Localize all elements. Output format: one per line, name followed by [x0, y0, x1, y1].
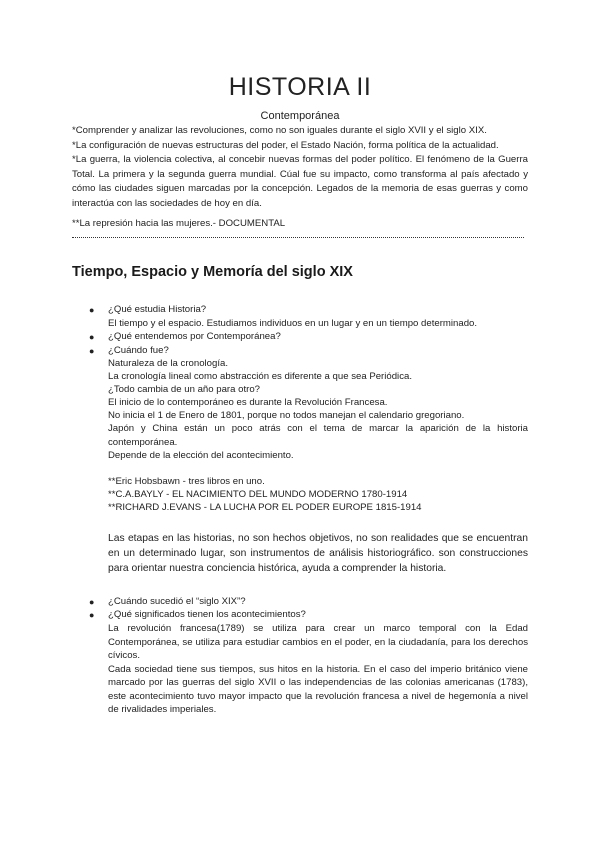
intro-line: *La guerra, la violencia colectiva, al concebir nuevas formas del poder político. El fenómeno de la Guerra Total. La primera y la segunda guerra mundial. Cúal fue su impacto, como transforma al país afectado y cómo las ciudades siguen marcadas por la concepción. Legados de la memoria de esas guerras y como interactúa con las sociedades de hoy en día.: [72, 154, 528, 209]
answer-revolucion-francesa: [108, 622, 528, 717]
page-subtitle: Contemporánea: [260, 110, 340, 122]
question-what-studies: ¿Qué estudia Historia?: [108, 304, 207, 315]
question-cuando-fue: ¿Cuándo fue?: [108, 345, 169, 356]
documental-note: **La represión hacia las mujeres.- DOCUMENTAL: [72, 218, 286, 229]
question-siglo-xix: ¿Cuándo sucedió el “siglo XIX”?: [108, 596, 246, 607]
answer-japon-china: [108, 422, 528, 449]
question-significados: ¿Qué significados tienen los acontecimientos?: [108, 609, 306, 620]
bullet-icon: ●: [89, 346, 95, 356]
bullet-icon: ●: [89, 305, 95, 315]
answer-line: El tiempo y el espacio. Estudiamos individuos en un lugar y en un tiempo determinado.: [108, 318, 478, 329]
page-title: HISTORIA II: [228, 73, 372, 101]
intro-line: *La configuración de nuevas estructuras del poder, el Estado Nación, forma política de la actualidad.: [72, 139, 499, 151]
question-contemporanea: ¿Qué entendemos por Contemporánea?: [108, 331, 281, 342]
bullet-icon: ●: [89, 332, 95, 342]
answer-line: ¿Todo cambia de un año para otro?: [108, 384, 261, 395]
dotted-divider: [72, 237, 524, 238]
bullet-icon: ●: [89, 597, 95, 607]
bullet-icon: ●: [89, 610, 95, 620]
intro-line: *Comprender y analizar las revoluciones, como no son iguales durante el siglo XVII y el siglo XIX.: [72, 125, 487, 136]
answer-paragraph: Japón y China están un poco atrás con el tema de marcar la aparición de la historia contemporánea.: [108, 423, 528, 448]
answer-line: Depende de la elección del acontecimiento.: [108, 450, 294, 461]
answer-line: El inicio de lo contemporáneo es durante la Revolución Francesa.: [108, 397, 388, 408]
reference-line: **Eric Hobsbawn - tres libros en uno.: [108, 476, 265, 487]
reference-line: **C.A.BAYLY - EL NACIMIENTO DEL MUNDO MODERNO 1780-1914: [108, 489, 408, 500]
intro-objectives: [72, 124, 528, 212]
answer-paragraph: Cada sociedad tiene sus tiempos, sus hitos en la historia. En el caso del imperio británico viene marcado por las guerras del siglo XVII o las independencias de las colonias americanas (1783), este acontecimiento tuvo mayor impacto que la revolución francesa a nivel de hegemonía a nivel de rivalidades imperiales.: [108, 663, 528, 715]
etapas-paragraph: Las etapas en las historias, no son hechos objetivos, no son realidades que se encuentran en un determinado lugar, son instrumentos de análisis historiográfico. son construcciones para orientar nuestra conciencia histórica, ayuda a comprender la historia.: [108, 533, 528, 574]
answer-paragraph: La revolución francesa(1789) se utiliza para crear un marco temporal con la Edad Contemporánea, se utiliza para estudiar cambios en el poder, en la ciudadanía, para los derechos cívicos.: [108, 623, 528, 661]
answer-line: Naturaleza de la cronología.: [108, 358, 228, 369]
reference-line: **RICHARD J.EVANS - LA LUCHA POR EL PODER EUROPE 1815-1914: [108, 502, 422, 513]
answer-line: No inicia el 1 de Enero de 1801, porque no todos manejan el calendario gregoriano.: [108, 410, 465, 421]
section-heading: Tiempo, Espacio y Memoría del siglo XIX: [72, 264, 353, 280]
answer-line: La cronología lineal como abstracción es diferente a que sea Periódica.: [108, 371, 412, 382]
